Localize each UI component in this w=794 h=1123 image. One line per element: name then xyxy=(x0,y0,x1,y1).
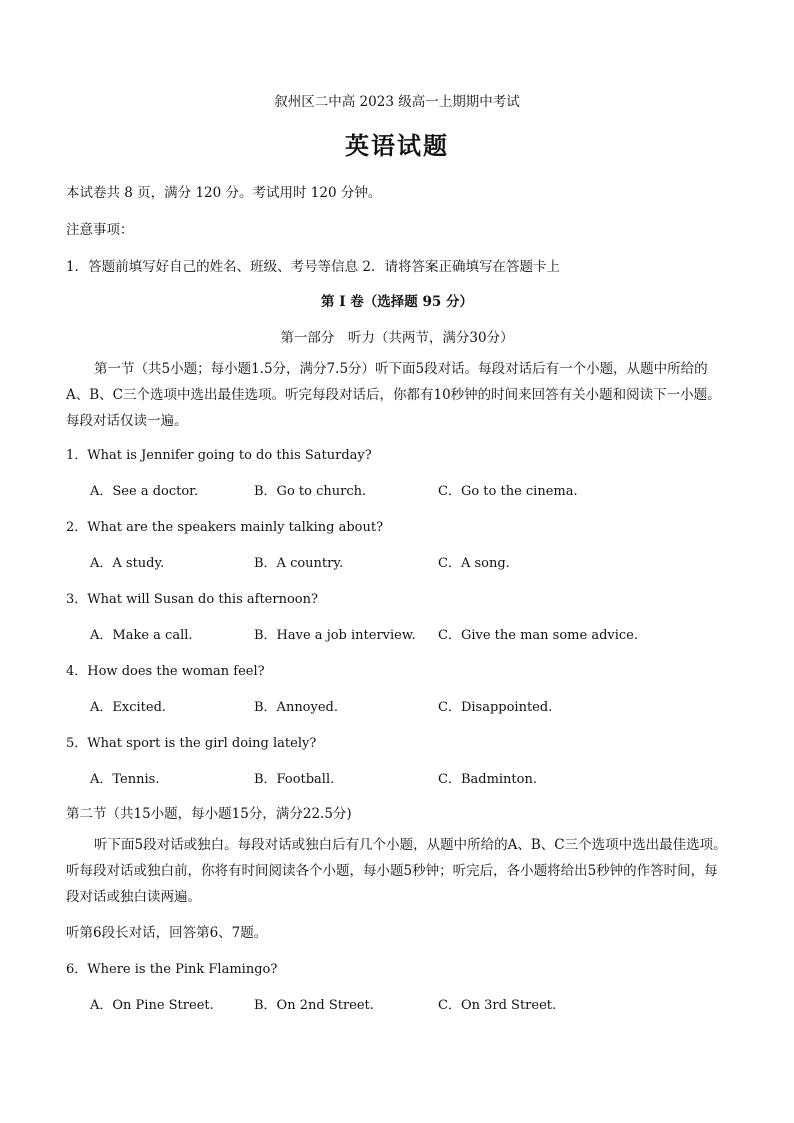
question-6-stem: 6．Where is the Pink Flamingo? xyxy=(66,962,278,977)
question-5-option-b: B．Football. xyxy=(254,772,335,787)
question-2-option-c: C．A song. xyxy=(438,556,510,571)
question-2-option-b: B．A country. xyxy=(254,556,344,571)
section1-instructions: 第一节（共5小题；每小题1.5分，满分7.5分）听下面5段对话。每段对话后有一个小题，从题中所给的A、B、C三个选项中选出最佳选项。听完每段对话后，你都有10秒钟的时间来回答有关小题和阅读下一小题。每段对话仅读一遍。 xyxy=(66,361,721,429)
question-6-option-a: A．On Pine Street. xyxy=(90,998,214,1013)
question-3-option-b: B．Have a job interview. xyxy=(254,628,416,643)
dialog6-note: 听第6段长对话，回答第6、7题。 xyxy=(66,925,268,941)
question-3-option-c: C．Give the man some advice. xyxy=(438,628,638,643)
question-3-option-a: A．Make a call. xyxy=(90,628,193,643)
question-6-option-b: B．On 2nd Street. xyxy=(254,998,374,1013)
question-4-stem: 4．How does the woman feel? xyxy=(66,664,265,679)
notice-items: 1．答题前填写好自己的姓名、班级、考号等信息 2．请将答案正确填写在答题卡上 xyxy=(66,259,560,275)
question-3-stem: 3．What will Susan do this afternoon? xyxy=(66,592,318,607)
question-5-option-c: C．Badminton. xyxy=(438,772,537,787)
question-2-option-a: A．A study. xyxy=(90,556,165,571)
part1-heading: 第一部分 听力（共两节，满分30分） xyxy=(280,330,514,346)
exam-info-line: 本试卷共 8 页，满分 120 分。考试用时 120 分钟。 xyxy=(66,185,382,201)
notice-heading: 注意事项： xyxy=(66,222,134,238)
question-4-option-a: A．Excited. xyxy=(90,700,167,715)
question-1-stem: 1．What is Jennifer going to do this Saturday? xyxy=(66,448,372,463)
school-exam-line: 叙州区二中高 2023 级高一上期期中考试 xyxy=(274,94,520,110)
question-6-option-c: C．On 3rd Street. xyxy=(438,998,557,1013)
volume-heading: 第 I 卷（选择题 95 分） xyxy=(321,294,473,310)
question-1-option-b: B．Go to church. xyxy=(254,484,367,499)
question-2-stem: 2．What are the speakers mainly talking about? xyxy=(66,520,384,535)
question-5-stem: 5．What sport is the girl doing lately? xyxy=(66,736,317,751)
question-4-option-c: C．Disappointed. xyxy=(438,700,553,715)
section2-heading: 第二节（共15小题，每小题15分，满分22.5分) xyxy=(66,806,352,822)
question-1-option-a: A．See a doctor. xyxy=(90,484,199,499)
question-1-option-c: C．Go to the cinema. xyxy=(438,484,578,499)
section2-instructions: 听下面5段对话或独白。每段对话或独白后有几个小题，从题中所给的A、B、C三个选项中选出最佳选项。听每段对话或独白前，你将有时间阅读各个小题，每小题5秒钟；听完后，各小题将给出5秒钟的作答时间，每段对话或独白读两遍。 xyxy=(66,837,727,905)
page-title: 英语试题 xyxy=(345,131,449,160)
question-4-option-b: B．Annoyed. xyxy=(254,700,339,715)
question-5-option-a: A．Tennis. xyxy=(90,772,160,787)
